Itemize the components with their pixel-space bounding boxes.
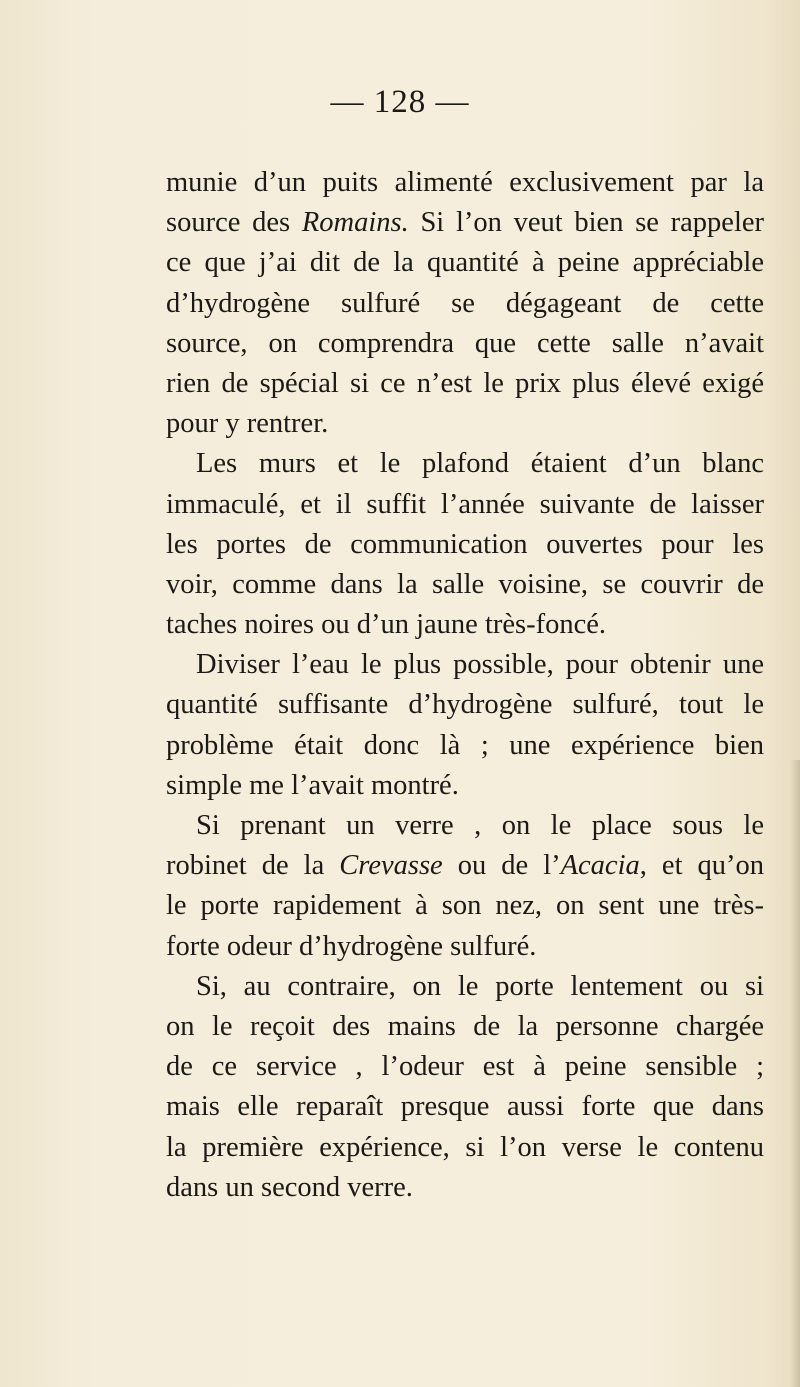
text-line: forte odeur d’hydrogène sulfuré. xyxy=(166,930,537,962)
text-line: immaculé, et il suffit l’année suivante de laisser xyxy=(166,488,764,520)
text-line: quantité suffisante d’hydrogène sulfuré, tout le xyxy=(166,689,764,721)
text-line: la première expérience, si l’on verse le contenu xyxy=(166,1131,764,1163)
text-line: munie d’un puits alimenté exclusivement par la xyxy=(166,167,764,198)
text-line: voir, comme dans la salle voisine, se couvrir de xyxy=(166,568,764,600)
page-edge-shadow xyxy=(790,760,800,1387)
text-line: mais elle reparaît presque aussi forte que dans xyxy=(166,1091,764,1123)
text-line: Si prenant un verre , on le place sous le xyxy=(196,810,764,841)
text-line: source des Romains. Si l’on veut bien se rappeler xyxy=(166,207,765,239)
text-line: simple me l’avait montré. xyxy=(166,769,459,801)
text-line: le porte rapidement à son nez, on sent une très- xyxy=(166,890,764,922)
page-number-header: — 128 — xyxy=(330,84,470,120)
italic-term: Acacia xyxy=(560,850,640,882)
text-line: Si, au contraire, on le porte lentement ou si xyxy=(196,970,764,1002)
text-line: taches noires ou d’un jaune très-foncé. xyxy=(166,609,606,641)
text-line: problème était donc là ; une expérience bien xyxy=(166,729,764,761)
text-line: ce que j’ai dit de la quantité à peine appréciable xyxy=(166,247,764,279)
text-line: dans un second verre. xyxy=(166,1171,413,1203)
text-line: de ce service , l’odeur est à peine sensible ; xyxy=(166,1051,764,1083)
body-text xyxy=(166,163,764,1208)
text-line: Diviser l’eau le plus possible, pour obtenir une xyxy=(196,649,764,681)
text-line: Les murs et le plafond étaient d’un blanc xyxy=(196,448,764,480)
text-line: les portes de communication ouvertes pour les xyxy=(166,528,764,560)
italic-term: Romains. xyxy=(301,207,409,239)
text-line: pour y rentrer. xyxy=(166,408,329,440)
italic-term: Crevasse xyxy=(339,850,443,882)
text-line: source, on comprendra que cette salle n’avait xyxy=(166,327,764,359)
text-line: on le reçoit des mains de la personne chargée xyxy=(166,1010,764,1042)
text-line: robinet de la Crevasse ou de l’Acacia, et qu’on xyxy=(166,850,765,882)
text-line: rien de spécial si ce n’est le prix plus élevé exigé xyxy=(166,367,764,399)
text-line: d’hydrogène sulfuré se dégageant de cette xyxy=(166,287,764,319)
